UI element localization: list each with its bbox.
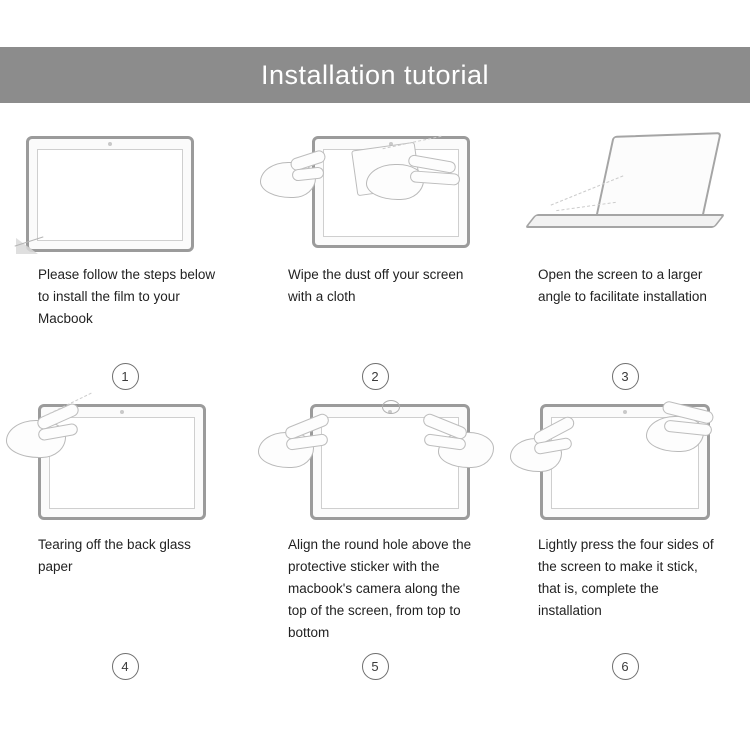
step-caption: Tearing off the back glass paper <box>38 537 191 574</box>
illustration-two-hands-pressing-film-edges <box>512 398 738 526</box>
header-banner <box>0 47 750 103</box>
camera-hole-circle-icon <box>382 400 400 414</box>
step-card-6 <box>500 398 750 688</box>
steps-grid <box>0 128 750 688</box>
step-card-3 <box>500 128 750 398</box>
step-number-wrap <box>112 354 139 398</box>
illustration-macbook-screen-with-film-peel <box>12 128 238 256</box>
step-number-badge: 6 <box>612 653 639 680</box>
step-caption: Lightly press the four sides of the screen to make it stick, that is, complete the installation <box>538 537 714 618</box>
step-number-badge: 1 <box>112 363 139 390</box>
page-title: Installation tutorial <box>260 59 490 90</box>
laptop-lid-icon <box>594 132 721 222</box>
step-number-wrap <box>612 354 639 398</box>
camera-dot-icon <box>623 410 627 414</box>
step-card-2 <box>250 128 500 398</box>
macbook-screen-icon <box>38 404 206 520</box>
macbook-screen-icon <box>26 136 194 252</box>
step-number-wrap <box>612 644 639 688</box>
step-caption: Wipe the dust off your screen with a cloth <box>288 267 464 304</box>
step-number-wrap <box>362 644 389 688</box>
illustration-hand-peeling-back-paper <box>12 398 238 526</box>
step-number-badge: 2 <box>362 363 389 390</box>
step-number-wrap <box>362 354 389 398</box>
step-card-4 <box>0 398 250 688</box>
camera-dot-icon <box>120 410 124 414</box>
laptop-base-icon <box>525 214 726 228</box>
illustration-open-laptop-angle <box>512 128 738 256</box>
illustration-hand-wiping-screen-with-cloth <box>262 128 488 256</box>
step-card-5 <box>250 398 500 688</box>
step-caption: Align the round hole above the protective sticker with the macbook's camera along the top of the screen, from top to bottom <box>288 537 472 640</box>
step-number-badge: 3 <box>612 363 639 390</box>
step-caption: Open the screen to a larger angle to facilitate installation <box>538 267 707 304</box>
step-number-wrap <box>112 644 139 688</box>
step-number-badge: 5 <box>362 653 389 680</box>
step-caption: Please follow the steps below to install the film to your Macbook <box>38 267 216 326</box>
steps-row-1 <box>0 128 750 398</box>
step-number-badge: 4 <box>112 653 139 680</box>
step-card-1 <box>0 128 250 398</box>
screen-inner-area <box>37 149 183 241</box>
camera-dot-icon <box>108 142 112 146</box>
illustration-two-hands-aligning-film-camera-hole <box>262 398 488 526</box>
steps-row-2 <box>0 398 750 688</box>
